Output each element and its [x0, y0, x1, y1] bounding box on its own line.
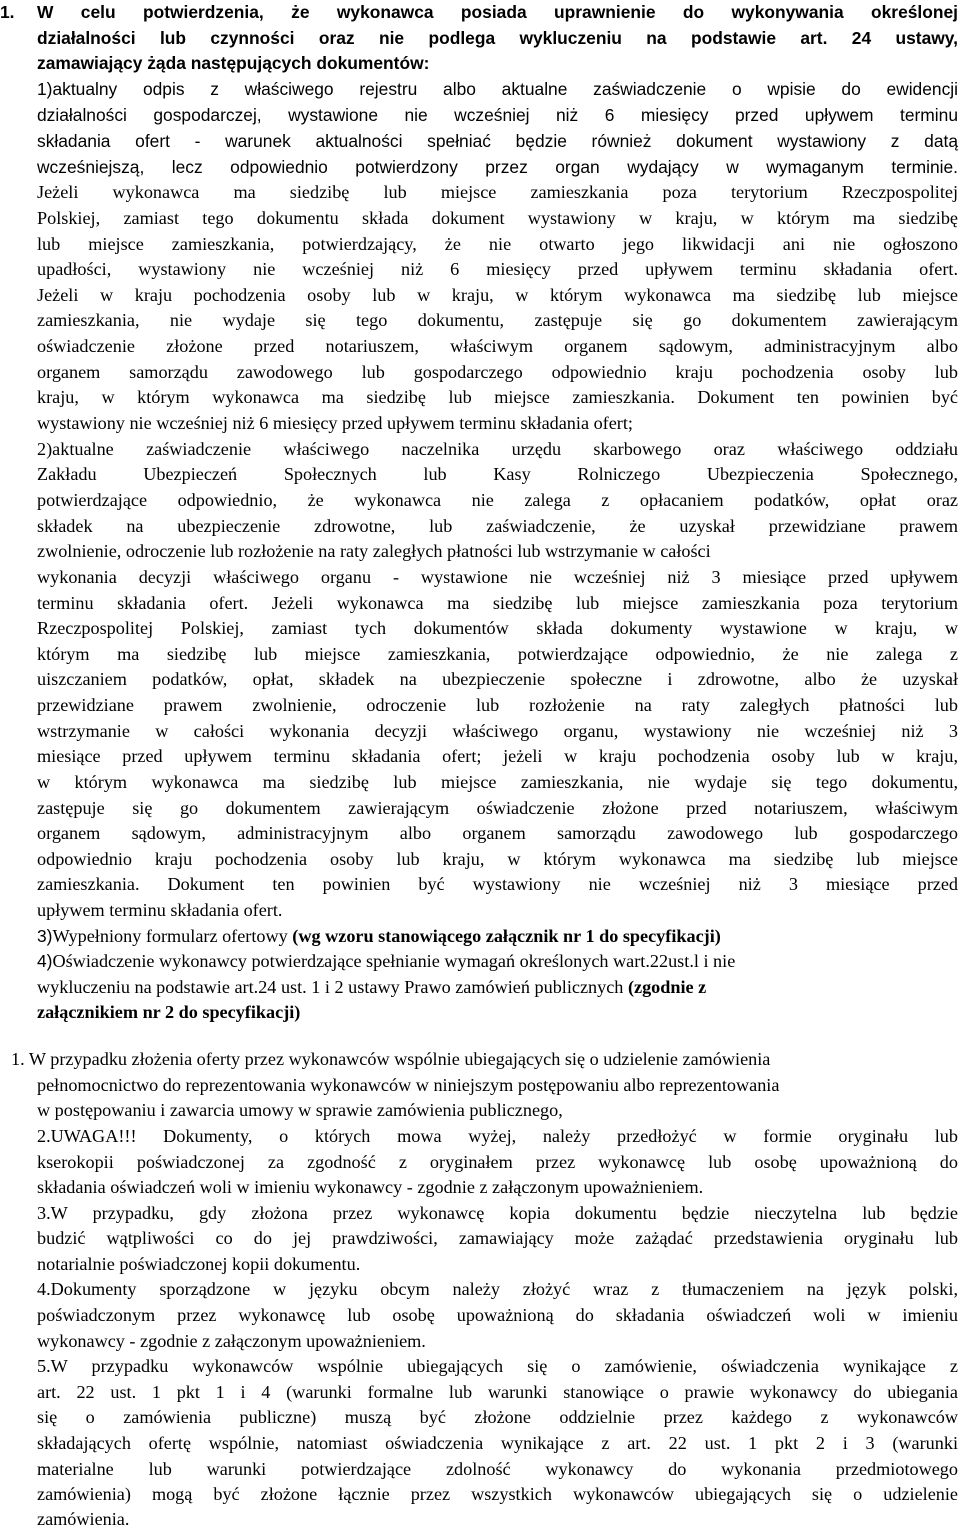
item1-line: 1)aktualny odpis z właściwego rejestru albo aktualne zaświadczenie o wpisie do ewidencji	[37, 79, 958, 99]
item2-line: składek na ubezpieczenie zdrowotne, lub zaświadczenie, że uzyskał przewidziane prawem	[37, 516, 958, 536]
para5-line: materialne lub warunki potwierdzające zdolność wykonawcy do wykonania przedmiotowego	[37, 1459, 958, 1479]
para5-line: się o zamówienia publiczne) muszą być złożone oddzielnie przez każdego z wykonawców	[37, 1407, 958, 1427]
item2-line: zamieszkania. Dokument ten powinien być wystawiony nie wcześniej niż 3 miesiące przed	[37, 874, 958, 894]
item3-line	[37, 927, 721, 945]
para2-line: 2.UWAGA!!! Dokumenty, o których mowa wyżej, należy przedłożyć w formie oryginału lub	[37, 1126, 958, 1146]
item2-line: którym ma siedzibę lub miejsce zamieszkania, potwierdzające odpowiednio, że nie zalega z	[37, 644, 958, 664]
item1-text-line: zamieszkania, nie wydaje się tego dokumentu, zastępuje się go dokumentem zawierającym	[37, 310, 958, 330]
para5-line: art. 22 ust. 1 pkt 1 i 4 (warunki formalne lub warunki stanowiące o prawie wykonawcy do ubiegania	[37, 1382, 958, 1402]
para5-line: składających ofertę wspólnie, natomiast oświadczenia wynikające z art. 22 ust. 1 pkt 2 i 3 (warunki	[37, 1433, 958, 1453]
para1-line: w postępowaniu i zawarcia umowy w sprawie zamówienia publicznego,	[37, 1100, 563, 1120]
item1-text-line: Jeżeli w kraju pochodzenia osoby lub w kraju, w którym wykonawca ma siedzibę lub miejsce	[37, 285, 958, 305]
para3-line: notarialnie poświadczonej kopii dokumentu.	[37, 1254, 361, 1274]
item1-text-line: wystawiony nie wcześniej niż 6 miesięcy przed upływem terminu składania ofert;	[37, 413, 633, 433]
item2-line: potwierdzające odpowiednio, że wykonawca nie zalega z opłacaniem podatków, opłat oraz	[37, 490, 958, 510]
item1-text-line: Jeżeli wykonawca ma siedzibę lub miejsce zamieszkania poza terytorium Rzeczpospolitej	[37, 182, 958, 202]
para5-line: zamówienia.	[37, 1509, 130, 1529]
item4-line	[37, 978, 706, 996]
item4-bold-line: załącznikiem nr 2 do specyfikacji)	[37, 1002, 301, 1022]
item2-line: miesiące przed upływem terminu składania ofert; jeżeli w kraju pochodzenia osoby lub w kraju,	[37, 746, 958, 766]
item4-text: Oświadczenie wykonawcy potwierdzające spełnianie wymagań określonych wart.22ust.l i nie	[52, 951, 736, 971]
item4-line	[37, 952, 735, 970]
item1-text-line: lub miejsce zamieszkania, potwierdzający, że nie otwarto jego likwidacji ani nie ogłoszono	[37, 234, 958, 254]
para2-line: składania oświadczeń woli w imieniu wykonawcy - zgodnie z załączonym upoważnieniem.	[37, 1177, 704, 1197]
item1-text-line: Polskiej, zamiast tego dokumentu składa dokument wystawiony w kraju, w którym ma siedzibę	[37, 208, 958, 228]
para5-line: 5.W przypadku wykonawców wspólnie ubiegających się o zamówienie, oświadczenia wynikające z	[37, 1356, 958, 1376]
para1-line: pełnomocnictwo do reprezentowania wykonawców w niniejszym postępowaniu albo reprezentowania	[37, 1075, 780, 1095]
item2-line: Zakładu Ubezpieczeń Społecznych lub Kasy Rolniczego Ubezpieczenia Społecznego,	[37, 464, 958, 484]
item1-line: wcześniejszą, lecz odpowiednio potwierdzony przez organ wydający w wymaganym terminie.	[37, 157, 958, 177]
item2-line: zastępuje się go dokumentem zawierającym oświadczenie złożone przed notariuszem, właściwym	[37, 798, 958, 818]
item4-text: wykluczeniu na podstawie art.24 ust. 1 i 2 ustawy Prawo zamówień publicznych	[37, 977, 628, 997]
item3-bold-text: (wg wzoru stanowiącego załącznik nr 1 do specyfikacji)	[292, 926, 721, 946]
para5-line: zamówienia) mogą być złożone łącznie przez wszystkich wykonawców ubiegających się o udzielenie	[37, 1484, 958, 1504]
intro-line: zamawiający żąda następujących dokumentów:	[37, 53, 430, 73]
para1-line: 1. W przypadku złożenia oferty przez wykonawców wspólnie ubiegających się o udzielenie zamówienia	[11, 1049, 771, 1069]
item2-line: zwolnienie, odroczenie lub rozłożenie na raty zaległych płatności lub wstrzymanie w całości	[37, 541, 711, 561]
para4-line: wykonawcy - zgodnie z załączonym upoważnieniem.	[37, 1331, 426, 1351]
item2-line: upływem terminu składania ofert.	[37, 900, 283, 920]
item2-line: uiszczaniem podatków, opłat, składek na ubezpieczenie społeczne i zdrowotne, albo że uzyskał	[37, 669, 958, 689]
item1-text-line: organem samorządu zawodowego lub gospodarczego odpowiednio kraju pochodzenia osoby lub	[37, 362, 958, 382]
item2-line: wstrzymanie w całości wykonania decyzji właściwego organu, wystawiony nie wcześniej niż 3	[37, 721, 958, 741]
intro-line: W celu potwierdzenia, że wykonawca posiada uprawnienie do wykonywania określonej	[37, 2, 958, 22]
item2-line: Rzeczpospolitej Polskiej, zamiast tych dokumentów składa dokumenty wystawione w kraju, w	[37, 618, 958, 638]
item3-prefix: 3)	[37, 926, 53, 946]
item2-line: wykonania decyzji właściwego organu - wystawione nie wcześniej niż 3 miesiące przed upływem	[37, 567, 958, 587]
item1-line: składania ofert - warunek aktualności spełniać będzie również dokument wystawiony z datą	[37, 131, 958, 151]
item1-text-line: upadłości, wystawiony nie wcześniej niż 6 miesięcy przed upływem terminu składania ofert.	[37, 259, 958, 279]
item2-line: odpowiednio kraju pochodzenia osoby lub kraju, w którym wykonawca ma siedzibę lub miejsce	[37, 849, 958, 869]
para2-line: kserokopii poświadczonej za zgodność z oryginałem przez wykonawcę lub osobę upoważnioną do	[37, 1152, 958, 1172]
item1-text-line: kraju, w którym wykonawca ma siedzibę lub miejsce zamieszkania. Dokument ten powinien być	[37, 387, 958, 407]
item1-line: działalności gospodarczej, wystawione nie wcześniej niż 6 miesięcy przed upływem terminu	[37, 105, 958, 125]
item2-line: terminu składania ofert. Jeżeli wykonawca ma siedzibę lub miejsce zamieszkania poza terytorium	[37, 593, 958, 613]
para3-line: budzić wątpliwości co do jej prawdziwości, zamawiający może zażądać przedstawienia oryginału lub	[37, 1228, 958, 1248]
item2-line: w którym wykonawca ma siedzibę lub miejsce zamieszkania, nie wydaje się tego dokumentu,	[37, 772, 958, 792]
para3-line: 3.W przypadku, gdy złożona przez wykonawcę kopia dokumentu będzie nieczytelna lub będzie	[37, 1203, 958, 1223]
section-number: 1.	[0, 2, 15, 22]
item2-line: 2)aktualne zaświadczenie właściwego naczelnika urzędu skarbowego oraz właściwego oddziału	[37, 439, 958, 459]
item4-bold-text: (zgodnie z	[627, 977, 707, 997]
item3-text: Wypełniony formularz ofertowy	[52, 926, 293, 946]
para4-line: 4.Dokumenty sporządzone w języku obcym należy złożyć wraz z tłumaczeniem na język polski,	[37, 1279, 958, 1299]
item2-line: przewidziane prawem zwolnienie, odroczenie lub rozłożenie na raty zaległych płatności lub	[37, 695, 958, 715]
para4-line: poświadczonym przez wykonawcę lub osobę upoważnioną do składania oświadczeń woli w imieniu	[37, 1305, 958, 1325]
item2-line: organem sądowym, administracyjnym albo organem samorządu zawodowego lub gospodarczego	[37, 823, 958, 843]
item1-text-line: oświadczenie złożone przed notariuszem, właściwym organem sądowym, administracyjnym albo	[37, 336, 958, 356]
intro-line: działalności lub czynności oraz nie podlega wykluczeniu na podstawie art. 24 ustawy,	[37, 28, 958, 48]
item4-prefix: 4)	[37, 951, 53, 971]
